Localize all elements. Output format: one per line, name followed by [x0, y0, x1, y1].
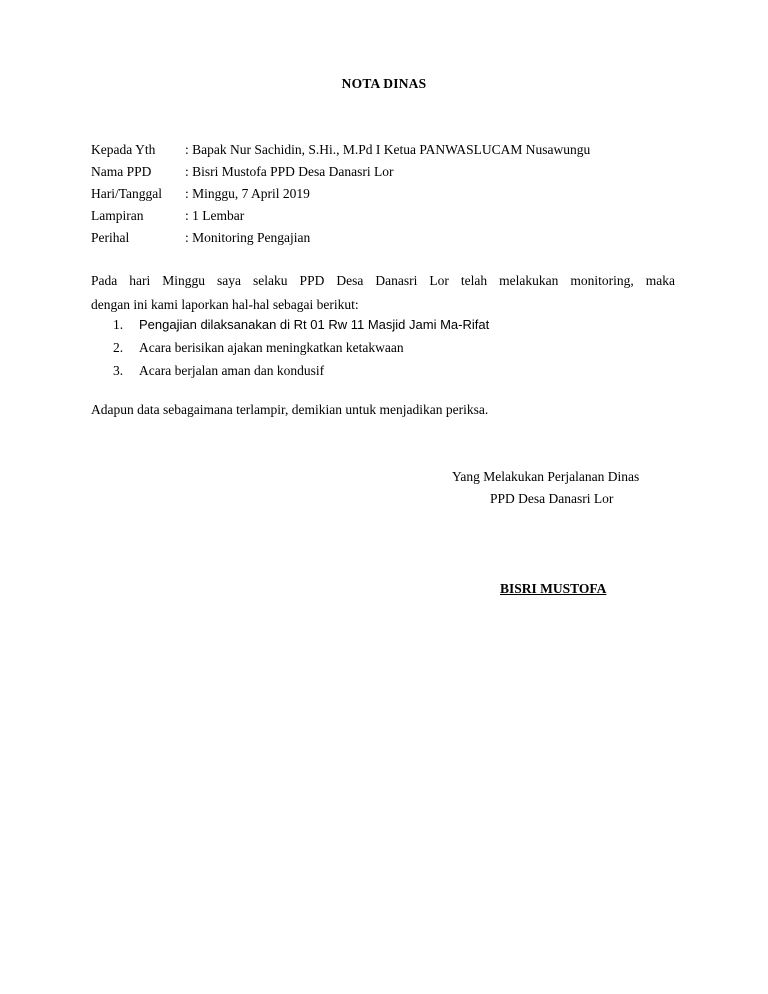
meta-table — [91, 139, 590, 249]
meta-value: : Bisri Mustofa PPD Desa Danasri Lor — [185, 164, 394, 179]
meta-label: Hari/Tanggal — [91, 186, 163, 201]
list-text: Pengajian dilaksanakan di Rt 01 Rw 11 Masjid Jami Ma-Rifat — [139, 317, 490, 332]
list-number: 3. — [113, 363, 124, 378]
closing-paragraph: Adapun data sebagaimana terlampir, demikian untuk menjadikan periksa. — [91, 402, 489, 417]
meta-row-recipient — [91, 139, 590, 161]
meta-row-date — [91, 183, 590, 205]
meta-label: Kepada Yth — [91, 142, 156, 157]
list-item — [113, 336, 489, 359]
signature-name: BISRI MUSTOFA — [500, 581, 607, 596]
meta-label: Perihal — [91, 230, 130, 245]
list-number: 2. — [113, 340, 124, 355]
meta-value: : 1 Lembar — [185, 208, 245, 223]
meta-label: Nama PPD — [91, 164, 152, 179]
list-number: 1. — [113, 317, 124, 332]
meta-value: : Monitoring Pengajian — [185, 230, 311, 245]
signature-org: PPD Desa Danasri Lor — [490, 491, 614, 506]
list-text: Acara berjalan aman dan kondusif — [139, 363, 325, 378]
meta-value: : Bapak Nur Sachidin, S.Hi., M.Pd I Ketua PANWASLUCAM Nusawungu — [185, 142, 591, 157]
meta-row-attachment — [91, 205, 590, 227]
paragraph-line: dengan ini kami laporkan hal-hal sebagai berikut: — [91, 297, 359, 312]
paragraph-line: Pada hari Minggu saya selaku PPD Desa Danasri Lor telah melakukan monitoring, maka — [91, 273, 675, 288]
meta-label: Lampiran — [91, 208, 144, 223]
meta-row-subject — [91, 227, 590, 249]
meta-value: : Minggu, 7 April 2019 — [185, 186, 310, 201]
signature-role: Yang Melakukan Perjalanan Dinas — [452, 469, 640, 484]
list-item — [113, 359, 489, 382]
numbered-list — [113, 313, 489, 382]
meta-row-name — [91, 161, 590, 183]
list-text: Acara berisikan ajakan meningkatkan ketakwaan — [139, 340, 404, 355]
list-item — [113, 313, 489, 336]
body-paragraph — [91, 269, 675, 317]
document-title: NOTA DINAS — [341, 76, 427, 91]
